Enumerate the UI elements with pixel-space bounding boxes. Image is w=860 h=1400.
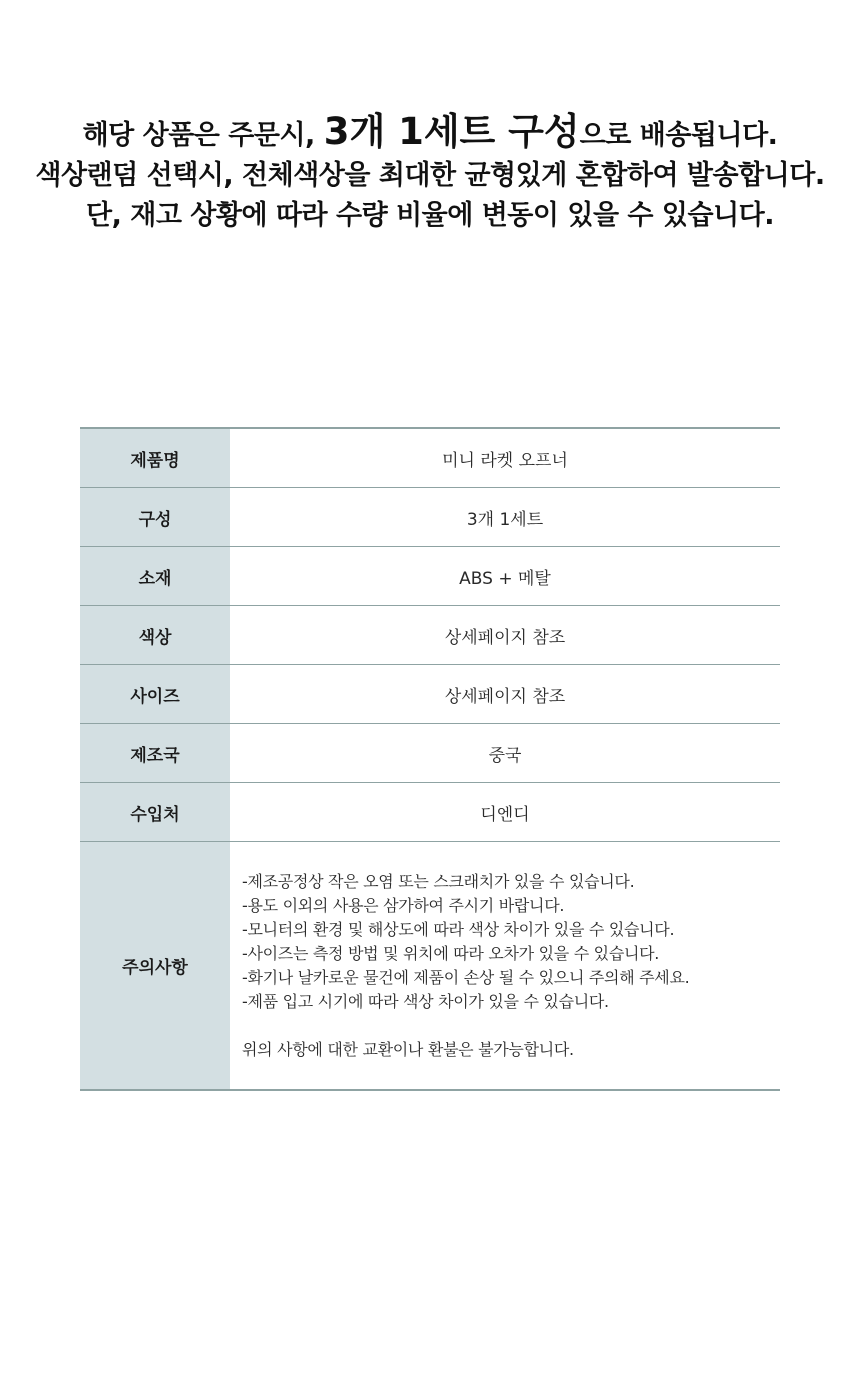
spec-row-caution	[80, 842, 780, 1091]
notice-line-1	[0, 112, 860, 156]
caution-line: -용도 이외의 사용은 삼가하여 주시기 바랍니다.	[242, 895, 565, 915]
notice-line-1-post: 으로 배송됩니다.	[579, 120, 778, 151]
spec-label: 색상	[80, 606, 230, 665]
caution-line: -제조공정상 작은 오염 또는 스크래치가 있을 수 있습니다.	[242, 871, 635, 891]
spec-row-importer	[80, 783, 780, 842]
spec-row-origin	[80, 724, 780, 783]
spec-row-material	[80, 547, 780, 606]
notice-line-3: 단, 재고 상황에 따라 수량 비율에 변동이 있을 수 있습니다.	[86, 200, 774, 231]
spec-row-color	[80, 606, 780, 665]
spec-label: 제품명	[80, 428, 230, 488]
spec-label: 사이즈	[80, 665, 230, 724]
spec-row-composition	[80, 488, 780, 547]
spec-value: 3개 1세트	[230, 488, 780, 547]
spec-value: 중국	[230, 724, 780, 783]
spec-label: 소재	[80, 547, 230, 606]
notice-line-1-pre: 해당 상품은 주문시,	[82, 120, 324, 151]
spec-value: 미니 라켓 오프너	[230, 428, 780, 488]
notice-line-2: 색상랜덤 선택시, 전체색상을 최대한 균형있게 혼합하여 발송합니다.	[35, 160, 825, 191]
product-spec-table	[80, 427, 780, 1091]
caution-line: -제품 입고 시기에 따라 색상 차이가 있을 수 있습니다.	[242, 991, 609, 1011]
spec-label: 주의사항	[80, 842, 230, 1091]
spec-label: 구성	[80, 488, 230, 547]
shipping-notice	[0, 112, 860, 236]
spec-label: 제조국	[80, 724, 230, 783]
spec-value: 디엔디	[230, 783, 780, 842]
spec-value: ABS + 메탈	[230, 547, 780, 606]
spec-value: 상세페이지 참조	[230, 665, 780, 724]
notice-set-highlight: 3개 1세트 구성	[323, 110, 580, 153]
spec-label: 수입처	[80, 783, 230, 842]
caution-line: -사이즈는 측정 방법 및 위치에 따라 오차가 있을 수 있습니다.	[242, 943, 660, 963]
caution-line: -모니터의 환경 및 해상도에 따라 색상 차이가 있을 수 있습니다.	[242, 919, 675, 939]
caution-footer: 위의 사항에 대한 교환이나 환불은 불가능합니다.	[242, 1039, 574, 1059]
spec-row-product-name	[80, 428, 780, 488]
caution-content	[230, 842, 780, 1091]
caution-line: -화기나 날카로운 물건에 제품이 손상 될 수 있으니 주의해 주세요.	[242, 967, 690, 987]
spec-value: 상세페이지 참조	[230, 606, 780, 665]
spec-row-size	[80, 665, 780, 724]
